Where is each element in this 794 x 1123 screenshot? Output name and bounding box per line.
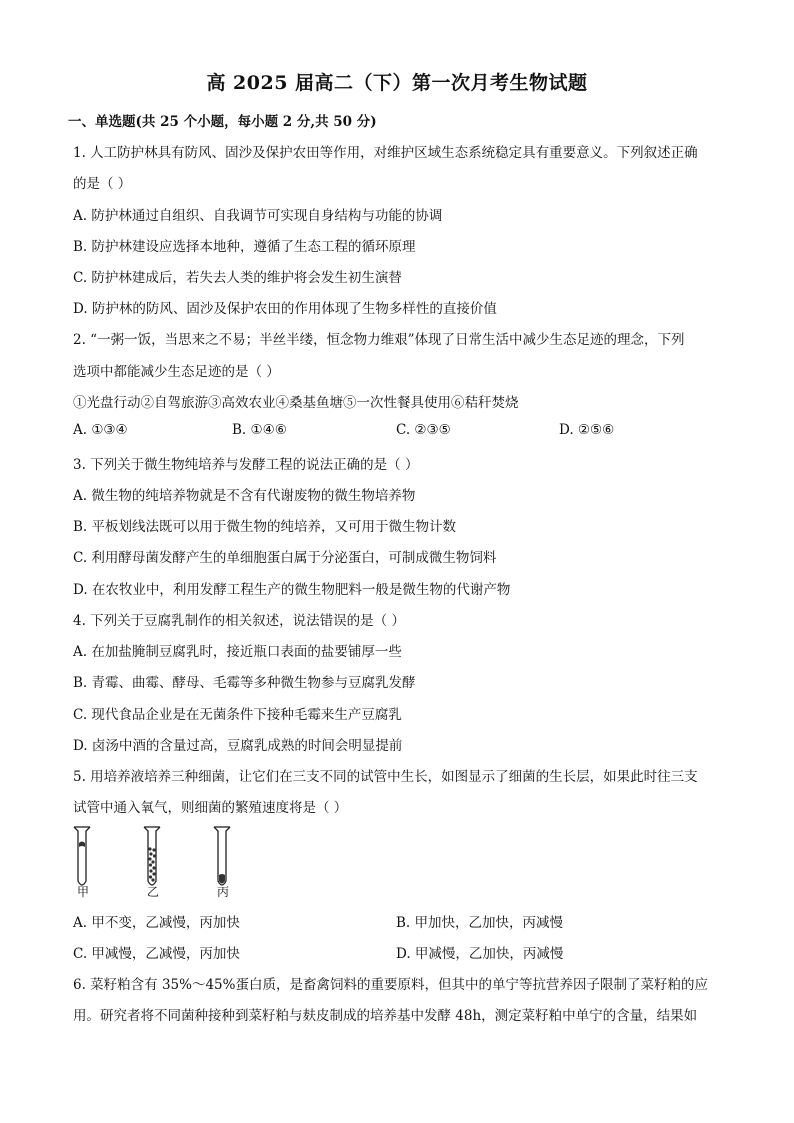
- q2-items: ①光盘行动②自驾旅游③高效农业④桑基鱼塘⑤一次性餐具使用⑥秸秆焚烧: [73, 395, 519, 411]
- q1-option-d: D. 防护林的防风、固沙及保护农田的作用体现了生物多样性的直接价值: [73, 301, 497, 317]
- q4-option-c: C. 现代食品企业是在无菌条件下接种毛霉来生产豆腐乳: [73, 707, 402, 723]
- q4-option-d: D. 卤汤中酒的含量过高，豆腐乳成熟的时间会明显提前: [73, 738, 403, 754]
- q3-option-c: C. 利用酵母菌发酵产生的单细胞蛋白属于分泌蛋白，可制成微生物饲料: [73, 550, 497, 566]
- q3-stem: 3. 下列关于微生物纯培养与发酵工程的说法正确的是（ ）: [73, 457, 419, 473]
- q5-stem-line2: 试管中通入氧气，则细菌的繁殖速度将是（ ）: [73, 800, 348, 816]
- q5-option-c: C. 甲减慢，乙减慢，丙加快: [73, 946, 240, 962]
- q2-option-b: B. ①④⑥: [232, 422, 287, 438]
- q6-stem-line2: 用。研究者将不同菌种接种到菜籽粕与麸皮制成的培养基中发酵 48h，测定菜籽粕中单宁的含量，结果如: [73, 1008, 698, 1024]
- q1-stem-line1: 1. 人工防护林具有防风、固沙及保护农田等作用，对维护区域生态系统稳定具有重要意义。下列叙述正确: [73, 145, 698, 161]
- tube-label-bing: 丙: [217, 885, 230, 899]
- q4-option-a: A. 在加盐腌制豆腐乳时，接近瓶口表面的盐要铺厚一些: [73, 644, 402, 660]
- section-heading: 一、单选题(共 25 个小题，每小题 2 分,共 50 分): [68, 114, 377, 130]
- q1-stem-line2: 的是（ ）: [73, 176, 132, 192]
- q2-option-a: A. ①③④: [73, 422, 128, 438]
- q4-stem: 4. 下列关于豆腐乳制作的相关叙述，说法错误的是（ ）: [73, 613, 405, 629]
- q5-stem-line1: 5. 用培养液培养三种细菌，让它们在三支不同的试管中生长，如图显示了细菌的生长层，如果此时往三支: [73, 769, 698, 785]
- q3-option-a: A. 微生物的纯培养物就是不含有代谢废物的微生物培养物: [73, 488, 416, 504]
- q1-option-b: B. 防护林建设应选择本地种，遵循了生态工程的循环原理: [73, 239, 416, 255]
- q2-stem-line1: 2. “一粥一饭，当思来之不易；半丝半缕，恒念物力维艰”体现了日常生活中减少生态足迹的理念，下列: [73, 332, 685, 348]
- q2-stem-line2: 选项中都能减少生态足迹的是（ ）: [73, 364, 280, 380]
- tube-jia: [74, 827, 90, 885]
- q1-option-c: C. 防护林建成后，若失去人类的维护将会发生初生演替: [73, 270, 402, 286]
- q2-option-c: C. ②③⑤: [396, 422, 451, 438]
- q5-option-a: A. 甲不变，乙减慢，丙加快: [73, 915, 240, 931]
- q2-option-d: D. ②⑤⑥: [559, 422, 615, 438]
- q5-option-b: B. 甲加快，乙加快，丙减慢: [396, 915, 564, 931]
- page-title: 高 2025 届高二（下）第一次月考生物试题: [206, 72, 588, 94]
- tube-label-jia: 甲: [77, 885, 90, 899]
- test-tube-figure: [70, 823, 250, 903]
- q4-option-b: B. 青霉、曲霉、酵母、毛霉等多种微生物参与豆腐乳发酵: [73, 675, 416, 691]
- q5-option-d: D. 甲减慢，乙加快，丙减慢: [396, 946, 564, 962]
- tube-yi: [144, 827, 160, 885]
- tube-label-yi: 乙: [147, 885, 160, 899]
- q1-option-a: A. 防护林通过自组织、自我调节可实现自身结构与功能的协调: [73, 208, 443, 224]
- q6-stem-line1: 6. 菜籽粕含有 35%～45%蛋白质，是畜禽饲料的重要原料，但其中的单宁等抗营养因子限制了菜籽粕的应: [73, 977, 708, 993]
- tube-bing: [214, 827, 230, 885]
- q3-option-d: D. 在农牧业中，利用发酵工程生产的微生物肥料一般是微生物的代谢产物: [73, 582, 511, 598]
- q3-option-b: B. 平板划线法既可以用于微生物的纯培养，又可用于微生物计数: [73, 519, 457, 535]
